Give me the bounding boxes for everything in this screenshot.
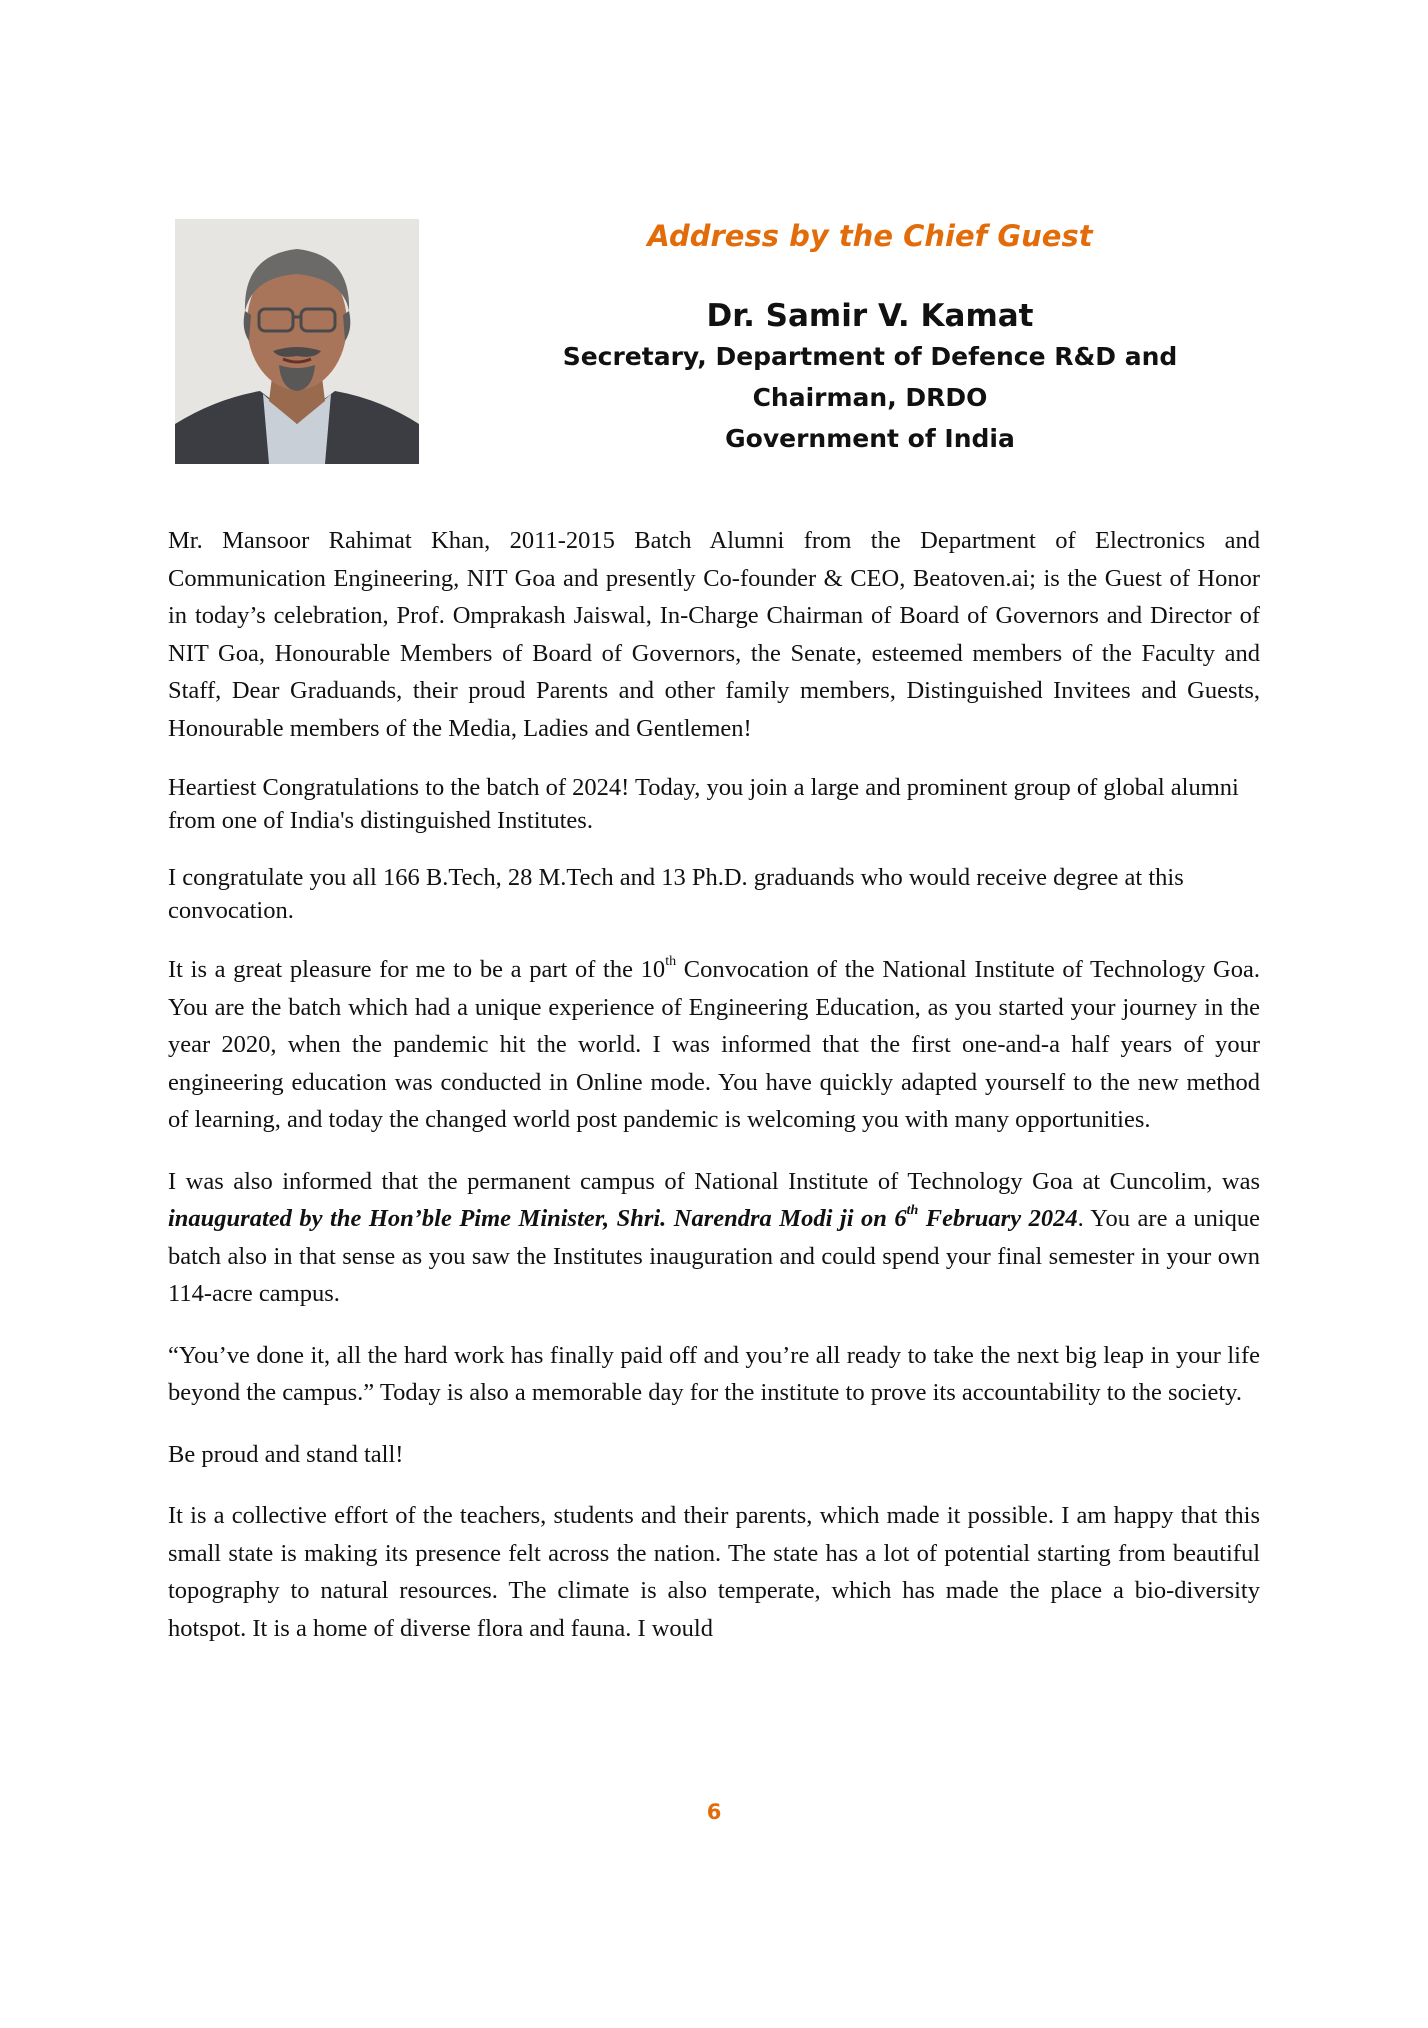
paragraph-campus-text-a: I was also informed that the permanent campus of National Institute of Technology Goa at Cuncolim, was — [168, 1167, 1260, 1195]
paragraph-convocation — [168, 951, 1260, 1139]
portrait-photo-icon — [175, 219, 419, 464]
guest-designation-line1: Secretary, Department of Defence R&D and — [562, 342, 1178, 371]
ordinal-suffix: th — [665, 954, 677, 969]
paragraph-campus-text-b: . You are a unique batch also in that sense as you saw the Institutes inauguration and could spend your final semester in your own 114-acre campus. — [168, 1205, 1260, 1307]
page-number: 6 — [706, 1800, 722, 1824]
paragraph-convocation-text-a: It is a great pleasure for me to be a part of the 10 — [168, 956, 666, 983]
guest-designation-line2: Chairman, DRDO — [752, 383, 988, 412]
speech-body — [168, 522, 1260, 1671]
guest-name: Dr. Samir V. Kamat — [706, 298, 1034, 334]
inauguration-emphasis: inaugurated by the Hon’ble Pime Minister, Shri. Narendra Modi ji on 6 — [168, 1205, 907, 1232]
paragraph-convocation-text-b: Convocation of the National Institute of Technology Goa. You are the batch which had a unique experience of Engineering Education, as you started your journey in the year 2020, when the pandemic hit the world. I was informed that the first one-and-a half years of your engineering education was conducted in Online mode. You have quickly adapted yourself to the new method of learning, and today the changed world post pandemic is welcoming you with many opportunities. — [168, 956, 1260, 1133]
chief-guest-photo — [175, 219, 419, 464]
paragraph-congratulations: Heartiest Congratulations to the batch of 2024! Today, you join a large and prominent group of global alumni from one of India's distinguished Institutes. — [168, 774, 1239, 834]
paragraph-salutation: Mr. Mansoor Rahimat Khan, 2011-2015 Batch Alumni from the Department of Electronics and Communication Engineering, NIT Goa and presently Co-founder & CEO, Beatoven.ai; is the Guest of Honor in today’s celebration, Prof. Omprakash Jaiswal, In-Charge Chairman of Board of Governors and Director of NIT Goa, Honourable Members of Board of Governors, the Senate, esteemed members of the Faculty and Staff, Dear Graduands, their proud Parents and other family members, Distinguished Invitees and Guests, Honourable members of the Media, Ladies and Gentlemen! — [168, 527, 1260, 742]
header-block — [440, 216, 1300, 459]
section-title: Address by the Chief Guest — [647, 219, 1093, 253]
paragraph-collective-effort: It is a collective effort of the teachers, students and their parents, which made it possible. I am happy that this small state is making its presence felt across the nation. The state has a lot of potential starting from beautiful topography to natural resources. The climate is also temperate, which has made the place a bio-diversity hotspot. It is a home of diverse flora and fauna. I would — [168, 1502, 1260, 1642]
paragraph-campus — [168, 1163, 1260, 1313]
guest-designation-line3: Government of India — [725, 424, 1015, 453]
ordinal-suffix: th — [906, 1203, 919, 1218]
paragraph-quote: “You’ve done it, all the hard work has finally paid off and you’re all ready to take the next big leap in your life beyond the campus.” Today is also a memorable day for the institute to prove its accountability to the society. — [168, 1341, 1260, 1406]
inauguration-date: February 2024 — [918, 1205, 1078, 1232]
paragraph-stand-tall: Be proud and stand tall! — [168, 1440, 404, 1468]
paragraph-graduand-count: I congratulate you all 166 B.Tech, 28 M.Tech and 13 Ph.D. graduands who would receive degree at this convocation. — [168, 864, 1184, 924]
